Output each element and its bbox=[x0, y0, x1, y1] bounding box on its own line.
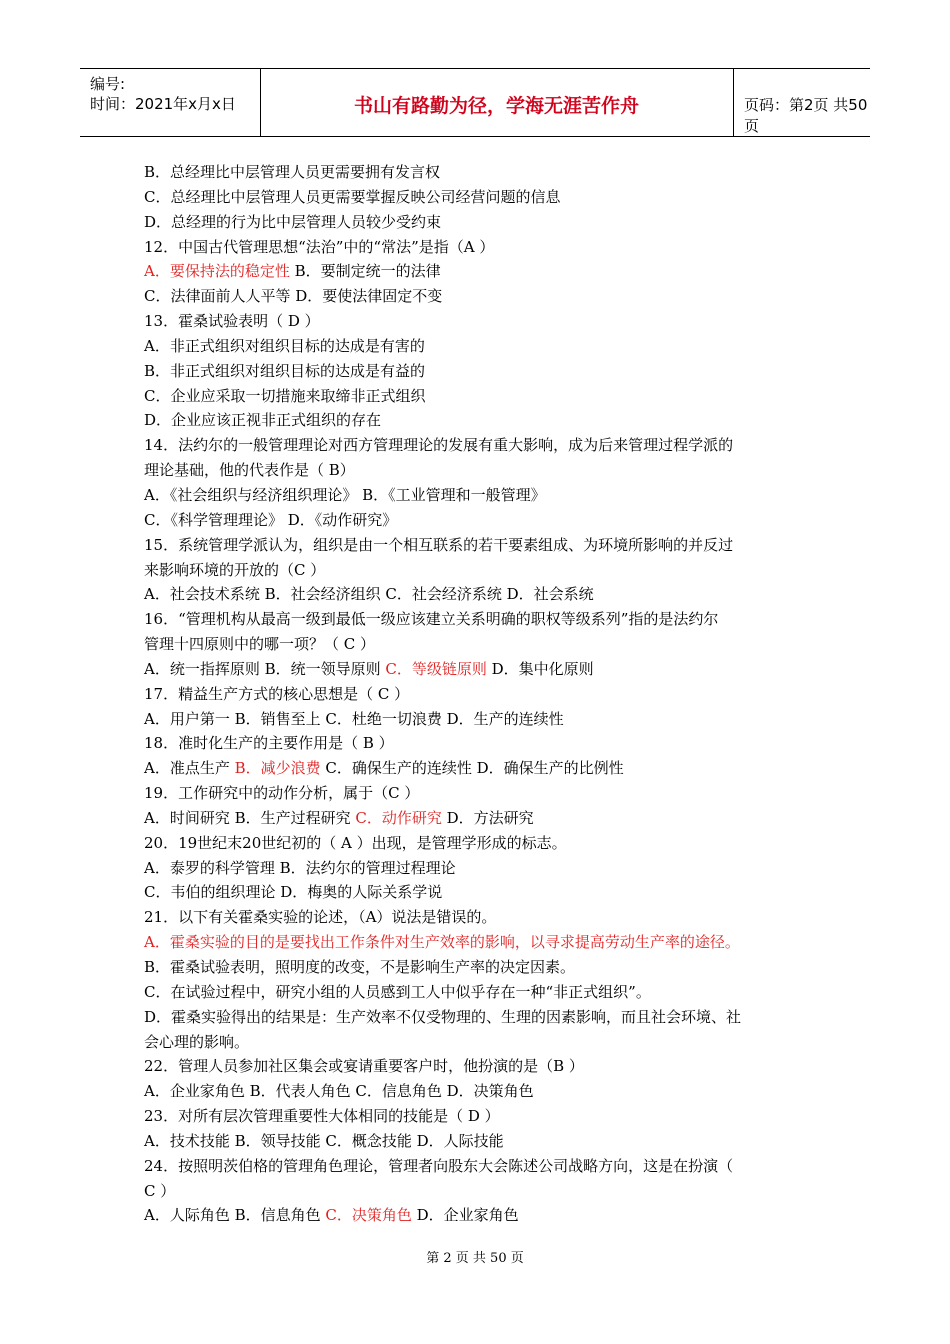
code-label: 编号: bbox=[90, 75, 126, 93]
text-line bbox=[144, 657, 814, 682]
text-segment: C ） bbox=[144, 1181, 176, 1200]
text-line bbox=[144, 682, 814, 707]
text-segment: A．时间研究 B．生产过程研究 bbox=[144, 808, 356, 827]
text-line bbox=[144, 508, 814, 533]
text-line bbox=[144, 433, 814, 458]
text-segment: 12．中国古代管理思想“法治”中的“常法”是指（A ） bbox=[144, 237, 495, 256]
text-segment: C．总经理比中层管理人员更需要掌握反映公司经营问题的信息 bbox=[144, 187, 561, 206]
text-segment: B．要制定统一的法律 bbox=[289, 262, 441, 281]
header-motto-cell bbox=[260, 69, 734, 136]
text-segment: A．社会技术系统 B．社会经济组织 C．社会经济系统 D．社会系统 bbox=[144, 585, 594, 604]
highlighted-answer: A．要保持法的稳定性 bbox=[144, 262, 290, 281]
text-line bbox=[144, 458, 814, 483]
text-segment: C．企业应采取一切措施来取缔非正式组织 bbox=[144, 386, 426, 405]
text-line bbox=[144, 558, 814, 583]
text-segment: 会心理的影响。 bbox=[144, 1032, 250, 1051]
text-line bbox=[144, 1104, 814, 1129]
text-segment: A．泰罗的科学管理 B．法约尔的管理过程理论 bbox=[144, 858, 456, 877]
text-segment: C．确保生产的连续性 D．确保生产的比例性 bbox=[320, 759, 624, 778]
text-line bbox=[144, 185, 814, 210]
text-line bbox=[144, 1154, 814, 1179]
text-segment: 16．“管理机构从最高一级到最低一级应该建立关系明确的职权等级系列”指的是法约尔 bbox=[144, 610, 719, 629]
text-segment: A．准点生产 bbox=[144, 759, 235, 778]
text-segment: D．霍桑实验得出的结果是：生产效率不仅受物理的、生理的因素影响，而且社会环境、社 bbox=[144, 1007, 742, 1026]
text-line bbox=[144, 905, 814, 930]
text-line bbox=[144, 334, 814, 359]
text-line bbox=[144, 533, 814, 558]
text-segment: 22．管理人员参加社区集会或宴请重要客户时，他扮演的是（B ） bbox=[144, 1057, 584, 1076]
text-line bbox=[144, 1030, 814, 1055]
text-segment: 18．准时化生产的主要作用是（ B ） bbox=[144, 734, 394, 753]
text-segment: 24．按照明茨伯格的管理角色理论，管理者向股东大会陈述公司战略方向，这是在扮演（ bbox=[144, 1156, 734, 1175]
text-line bbox=[144, 483, 814, 508]
text-line bbox=[144, 880, 814, 905]
text-line bbox=[144, 259, 814, 284]
text-line bbox=[144, 831, 814, 856]
text-segment: A．企业家角色 B．代表人角色 C．信息角色 D．决策角色 bbox=[144, 1082, 534, 1101]
text-segment: A．技术技能 B．领导技能 C．概念技能 D．人际技能 bbox=[144, 1131, 504, 1150]
text-line bbox=[144, 210, 814, 235]
text-segment: A．用户第一 B．销售至上 C．杜绝一切浪费 D．生产的连续性 bbox=[144, 709, 564, 728]
text-line bbox=[144, 980, 814, 1005]
text-segment: D．集中化原则 bbox=[486, 659, 594, 678]
text-segment: 21．以下有关霍桑实验的论述，（A）说法是错误的。 bbox=[144, 908, 497, 927]
text-line bbox=[144, 1179, 814, 1204]
text-line bbox=[144, 1203, 814, 1228]
text-segment: D．企业家角色 bbox=[411, 1206, 519, 1225]
document-body bbox=[144, 160, 814, 1228]
text-segment: 20．19世纪末20世纪初的（ A ）出现，是管理学形成的标志。 bbox=[144, 833, 567, 852]
text-line bbox=[144, 235, 814, 260]
text-line bbox=[144, 731, 814, 756]
text-line bbox=[144, 806, 814, 831]
text-line bbox=[144, 1054, 814, 1079]
text-line bbox=[144, 359, 814, 384]
text-segment: 来影响环境的开放的（C ） bbox=[144, 560, 326, 579]
text-segment: A．统一指挥原则 B．统一领导原则 bbox=[144, 659, 386, 678]
text-segment: 23．对所有层次管理重要性大体相同的技能是（ D ） bbox=[144, 1107, 500, 1126]
text-line bbox=[144, 856, 814, 881]
text-line bbox=[144, 582, 814, 607]
text-line bbox=[144, 1079, 814, 1104]
header-page-cell bbox=[734, 69, 870, 136]
text-line bbox=[144, 309, 814, 334]
text-segment: 管理十四原则中的哪一项？（ C ） bbox=[144, 635, 376, 654]
text-line bbox=[144, 632, 814, 657]
highlighted-answer: C．等级链原则 bbox=[385, 659, 487, 678]
text-line bbox=[144, 955, 814, 980]
text-segment: A．人际角色 B．信息角色 bbox=[144, 1206, 326, 1225]
text-line bbox=[144, 284, 814, 309]
text-line bbox=[144, 607, 814, 632]
text-segment: D．方法研究 bbox=[441, 808, 534, 827]
highlighted-answer: C．动作研究 bbox=[355, 808, 442, 827]
text-segment: B．非正式组织对组织目标的达成是有益的 bbox=[144, 361, 426, 380]
text-segment: 理论基础，他的代表作是（ B） bbox=[144, 461, 355, 480]
text-segment: B．总经理比中层管理人员更需要拥有发言权 bbox=[144, 163, 441, 181]
text-segment: B．霍桑试验表明，照明度的改变，不是影响生产率的决定因素。 bbox=[144, 958, 576, 976]
motto-text: 书山有路勤为径，学海无涯苦作舟 bbox=[353, 95, 639, 117]
page-number-label: 页码：第2页 共50页 bbox=[744, 96, 868, 135]
text-segment: A．《社会组织与经济组织理论》 B．《工业管理和一般管理》 bbox=[144, 485, 546, 504]
text-segment: C．《科学管理理论》 D．《动作研究》 bbox=[144, 510, 398, 529]
text-line bbox=[144, 1129, 814, 1154]
text-line bbox=[144, 930, 814, 955]
text-segment: A．非正式组织对组织目标的达成是有害的 bbox=[144, 336, 425, 355]
text-segment: 17．精益生产方式的核心思想是（ C ） bbox=[144, 684, 410, 703]
text-line bbox=[144, 384, 814, 409]
text-segment: 13．霍桑试验表明（ D ） bbox=[144, 312, 320, 331]
text-segment: 14．法约尔的一般管理理论对西方管理理论的发展有重大影响，成为后来管理过程学派的 bbox=[144, 436, 734, 455]
text-line bbox=[144, 1005, 814, 1030]
text-segment: D．总经理的行为比中层管理人员较少受约束 bbox=[144, 212, 442, 231]
text-line bbox=[144, 756, 814, 781]
text-segment: C．法律面前人人平等 D．要使法律固定不变 bbox=[144, 287, 443, 306]
text-line bbox=[144, 160, 814, 185]
highlighted-answer: A．霍桑实验的目的是要找出工作条件对生产效率的影响，以寻求提高劳动生产率的途径。 bbox=[144, 933, 740, 952]
text-segment: C．韦伯的组织理论 D．梅奥的人际关系学说 bbox=[144, 883, 443, 902]
text-segment: 19．工作研究中的动作分析，属于（C ） bbox=[144, 784, 420, 803]
text-segment: D．企业应该正视非正式组织的存在 bbox=[144, 411, 382, 430]
text-line bbox=[144, 707, 814, 732]
header-info-cell bbox=[80, 69, 261, 136]
text-segment: C．在试验过程中，研究小组的人员感到工人中似乎存在一种“非正式组织”。 bbox=[144, 982, 651, 1001]
highlighted-answer: B．减少浪费 bbox=[234, 759, 321, 778]
text-line bbox=[144, 781, 814, 806]
page-header bbox=[80, 68, 870, 137]
text-segment: 15．系统管理学派认为，组织是由一个相互联系的若干要素组成、为环境所影响的并反过 bbox=[144, 535, 734, 554]
page-footer: 第 2 页 共 50 页 bbox=[426, 1251, 524, 1266]
date-label: 时间：2021年x月x日 bbox=[90, 95, 236, 113]
text-line bbox=[144, 408, 814, 433]
highlighted-answer: C．决策角色 bbox=[325, 1206, 412, 1225]
